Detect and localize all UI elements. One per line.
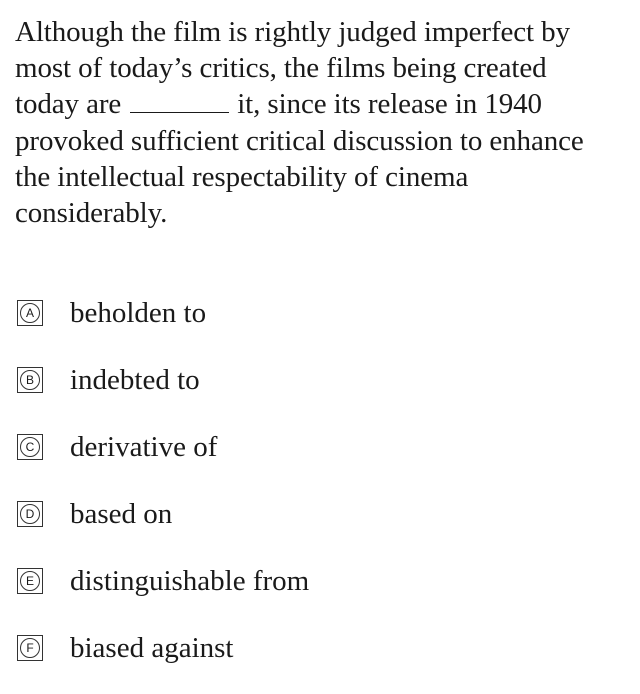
option-label: indebted to [70, 364, 200, 396]
option-checkbox[interactable] [17, 501, 43, 527]
option-label: based on [70, 498, 173, 530]
answer-blank [130, 90, 229, 113]
answer-options [17, 292, 309, 694]
option-f[interactable] [17, 627, 309, 669]
question-line [15, 86, 630, 122]
option-letter-badge: D [20, 504, 40, 524]
option-checkbox[interactable] [17, 568, 43, 594]
question-line: considerably. [15, 197, 168, 230]
option-label: derivative of [70, 431, 218, 463]
option-c[interactable] [17, 426, 309, 468]
option-label: distinguishable from [70, 565, 310, 597]
question-line: Although the film is rightly judged imperfect by [15, 16, 570, 48]
option-letter-badge: A [20, 303, 40, 323]
option-b[interactable] [17, 359, 309, 401]
question-line: most of today’s critics, the films being created [15, 52, 547, 85]
question-text [15, 14, 630, 231]
option-letter-badge: B [20, 370, 40, 390]
option-e[interactable] [17, 560, 309, 602]
question-fragment: it, since its release in 1940 [237, 88, 542, 121]
option-checkbox[interactable] [17, 367, 43, 393]
option-label: beholden to [70, 297, 207, 329]
option-checkbox[interactable] [17, 434, 43, 460]
option-letter-badge: F [20, 638, 40, 658]
option-checkbox[interactable] [17, 635, 43, 661]
question-line: provoked sufficient critical discussion to enhance [15, 124, 584, 157]
question-line: the intellectual respectability of cinema [15, 160, 469, 193]
option-letter-badge: C [20, 437, 40, 457]
option-label: biased against [70, 632, 234, 664]
option-d[interactable] [17, 493, 309, 535]
option-checkbox[interactable] [17, 300, 43, 326]
question-fragment: today are [15, 88, 122, 121]
option-letter-badge: E [20, 571, 40, 591]
option-a[interactable] [17, 292, 309, 334]
